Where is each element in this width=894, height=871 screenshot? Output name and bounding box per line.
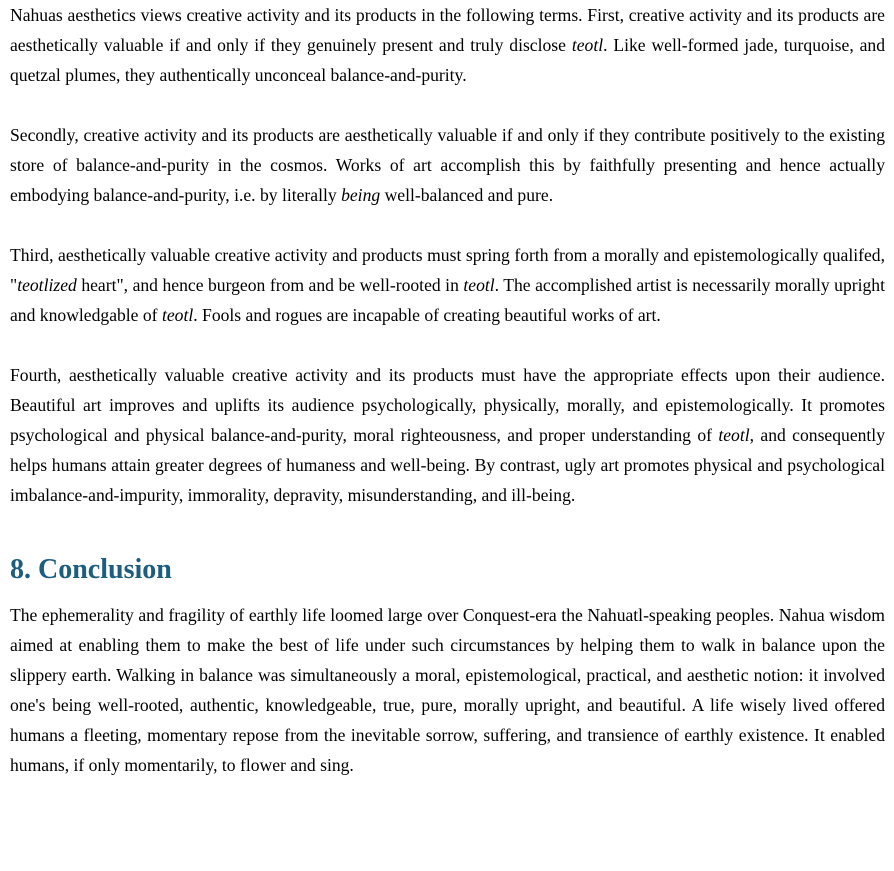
text-segment: heart", and hence burgeon from and be well-rooted in xyxy=(76,275,464,295)
conclusion-heading: 8. Conclusion xyxy=(10,554,172,585)
text-segment: well-balanced and pure. xyxy=(380,185,554,205)
italic-term: teotl xyxy=(161,305,194,325)
italic-term: teotl xyxy=(571,35,604,55)
paragraph xyxy=(10,0,885,90)
italic-term: teotl xyxy=(463,275,495,295)
article-body xyxy=(10,0,885,780)
italic-term: teotl xyxy=(718,425,750,445)
text-segment: Secondly, creative activity and its products are aesthetically valuable if and only if they contribute positively to the existing store of balance-and-purity in the cosmos. Works of art accomplish this by faithfully presenting and hence actually embodying balance-and-purity, i.e. by literally xyxy=(10,125,885,205)
section-conclusion xyxy=(10,600,885,780)
paragraph xyxy=(10,360,885,510)
text-segment: Nahuas aesthetics views creative activity and its products in the following terms. First, creative activity and its products are aesthetically valuable if and only if they genuinely present and truly disclose xyxy=(10,5,885,55)
paragraph xyxy=(10,240,885,330)
text-segment: Fourth, aesthetically valuable creative activity and its products must have the appropriate effects upon their audience. Beautiful art improves and uplifts its audience psychologically, physically, morally, and epistemologically. It promotes psychological and physical balance-and-purity, moral righteousness, and proper understanding of xyxy=(10,365,885,445)
text-segment: . Fools and rogues are incapable of creating beautiful works of art. xyxy=(193,305,661,325)
text-segment: The ephemerality and fragility of earthly life loomed large over Conquest-era the Nahuatl-speaking peoples. Nahua wisdom aimed at enabling them to make the best of life under such circumstances by helping them to walk in balance upon the slippery earth. Walking in balance was simultaneously a moral, epistemological, practical, and aesthetic notion: it involved one's being well-rooted, authentic, knowledgeable, true, pure, morally upright, and beautiful. A life wisely lived offered humans a fleeting, momentary repose from the inevitable sorrow, suffering, and transience of earthly existence. It enabled humans, if only momentarily, to flower and sing. xyxy=(10,605,885,775)
italic-term: being xyxy=(341,185,381,205)
paragraph xyxy=(10,120,885,210)
text-segment: . The accomplished artist is necessarily morally upright and knowledgable of xyxy=(10,275,885,325)
italic-term: teotlized xyxy=(17,275,77,295)
paragraph xyxy=(10,600,885,780)
text-segment: , and consequently helps humans attain greater degrees of humaness and well-being. By contrast, ugly art promotes physical and psychological imbalance-and-impurity, immorality, depravity, misunderstanding, and ill-being. xyxy=(10,425,885,505)
section-aesthetics xyxy=(10,0,885,510)
text-segment: Third, aesthetically valuable creative activity and products must spring forth from a morally and epistemologically qualifed, " xyxy=(10,245,885,295)
text-segment: . Like well-formed jade, turquoise, and quetzal plumes, they authentically unconceal balance-and-purity. xyxy=(10,35,885,85)
